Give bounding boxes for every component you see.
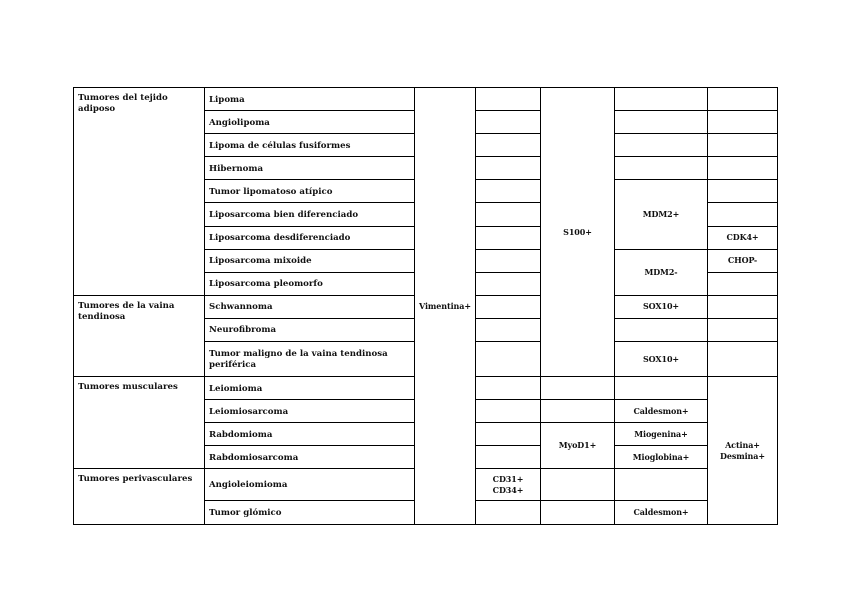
cell-empty: [615, 134, 708, 157]
tumor-liposarcoma-pleomorfo: Liposarcoma pleomorfo: [205, 272, 415, 295]
tumor-angiolipoma: Angiolipoma: [205, 111, 415, 134]
cell-empty: [708, 134, 778, 157]
tumor-rabdomiosarcoma: Rabdomiosarcoma: [205, 446, 415, 469]
cell-empty: [708, 342, 778, 377]
marker-cdk4: CDK4+: [708, 226, 778, 249]
marker-s100: S100+: [541, 88, 615, 377]
table-row: [74, 88, 778, 111]
marker-mioglobina: Mioglobina+: [615, 446, 708, 469]
cell-empty: [476, 342, 541, 377]
cell-empty: [708, 318, 778, 341]
cell-empty: [476, 88, 541, 111]
group-musculares: Tumores musculares: [74, 377, 205, 469]
cell-empty: [615, 469, 708, 501]
tumor-lipomatoso-atipico: Tumor lipomatoso atípico: [205, 180, 415, 203]
cell-empty: [541, 501, 615, 525]
cell-empty: [476, 203, 541, 226]
cell-empty: [541, 400, 615, 423]
marker-actina-desmina: [708, 377, 778, 525]
marker-sox10-schwannoma: SOX10+: [615, 295, 708, 318]
tumor-hibernoma: Hibernoma: [205, 157, 415, 180]
cell-empty: [476, 446, 541, 469]
tumor-rabdomioma: Rabdomioma: [205, 423, 415, 446]
cell-empty: [708, 111, 778, 134]
marker-cd31-cd34: [476, 469, 541, 501]
marker-vimentina: Vimentina+: [415, 88, 476, 525]
cell-empty: [708, 295, 778, 318]
marker-actina: Actina+: [725, 439, 760, 450]
cell-empty: [615, 157, 708, 180]
marker-miogenina: Miogenina+: [615, 423, 708, 446]
cell-empty: [476, 272, 541, 295]
cell-empty: [476, 377, 541, 400]
cell-empty: [476, 249, 541, 272]
tumor-liposarcoma-bien-diferenciado: Liposarcoma bien diferenciado: [205, 203, 415, 226]
tumor-angioleiomioma: Angioleiomioma: [205, 469, 415, 501]
marker-myod1: MyoD1+: [541, 423, 615, 469]
marker-cd31: CD31+: [492, 473, 524, 484]
marker-mdm2-positive: MDM2+: [615, 180, 708, 249]
cell-empty: [476, 400, 541, 423]
cell-empty: [476, 111, 541, 134]
cell-empty: [476, 423, 541, 446]
cell-empty: [615, 318, 708, 341]
tumor-neurofibroma: Neurofibroma: [205, 318, 415, 341]
group-vaina: Tumores de la vaina tendinosa: [74, 295, 205, 376]
cell-empty: [615, 111, 708, 134]
cell-empty: [708, 272, 778, 295]
cell-empty: [476, 318, 541, 341]
cell-empty: [615, 377, 708, 400]
tumor-liposarcoma-mixoide: Liposarcoma mixoide: [205, 249, 415, 272]
marker-desmina: Desmina+: [720, 450, 765, 461]
cell-empty: [541, 377, 615, 400]
tumor-glomico: Tumor glómico: [205, 501, 415, 525]
cell-empty: [708, 88, 778, 111]
cell-empty: [615, 88, 708, 111]
cell-empty: [541, 469, 615, 501]
group-perivasculares: Tumores perivasculares: [74, 469, 205, 525]
tumor-marker-table: [73, 87, 778, 525]
marker-caldesmon-leiomiosarcoma: Caldesmon+: [615, 400, 708, 423]
group-adiposo: Tumores del tejido adiposo: [74, 88, 205, 296]
tumor-leiomioma: Leiomioma: [205, 377, 415, 400]
cell-empty: [476, 501, 541, 525]
marker-sox10-maligno: SOX10+: [615, 342, 708, 377]
tumor-schwannoma: Schwannoma: [205, 295, 415, 318]
cell-empty: [708, 203, 778, 226]
cell-empty: [476, 157, 541, 180]
marker-mdm2-negative: MDM2-: [615, 249, 708, 295]
cell-empty: [476, 180, 541, 203]
tumor-leiomiosarcoma: Leiomiosarcoma: [205, 400, 415, 423]
cell-empty: [476, 295, 541, 318]
tumor-lipoma-fusiformes: Lipoma de células fusiformes: [205, 134, 415, 157]
tumor-lipoma: Lipoma: [205, 88, 415, 111]
tumor-liposarcoma-desdiferenciado: Liposarcoma desdiferenciado: [205, 226, 415, 249]
cell-empty: [476, 134, 541, 157]
cell-empty: [708, 157, 778, 180]
cell-empty: [708, 180, 778, 203]
marker-chop: CHOP-: [708, 249, 778, 272]
tumor-maligno-vaina: Tumor maligno de la vaina tendinosa periférica: [205, 342, 415, 377]
marker-cd34: CD34+: [492, 484, 524, 495]
cell-empty: [476, 226, 541, 249]
marker-caldesmon-glomico: Caldesmon+: [615, 501, 708, 525]
